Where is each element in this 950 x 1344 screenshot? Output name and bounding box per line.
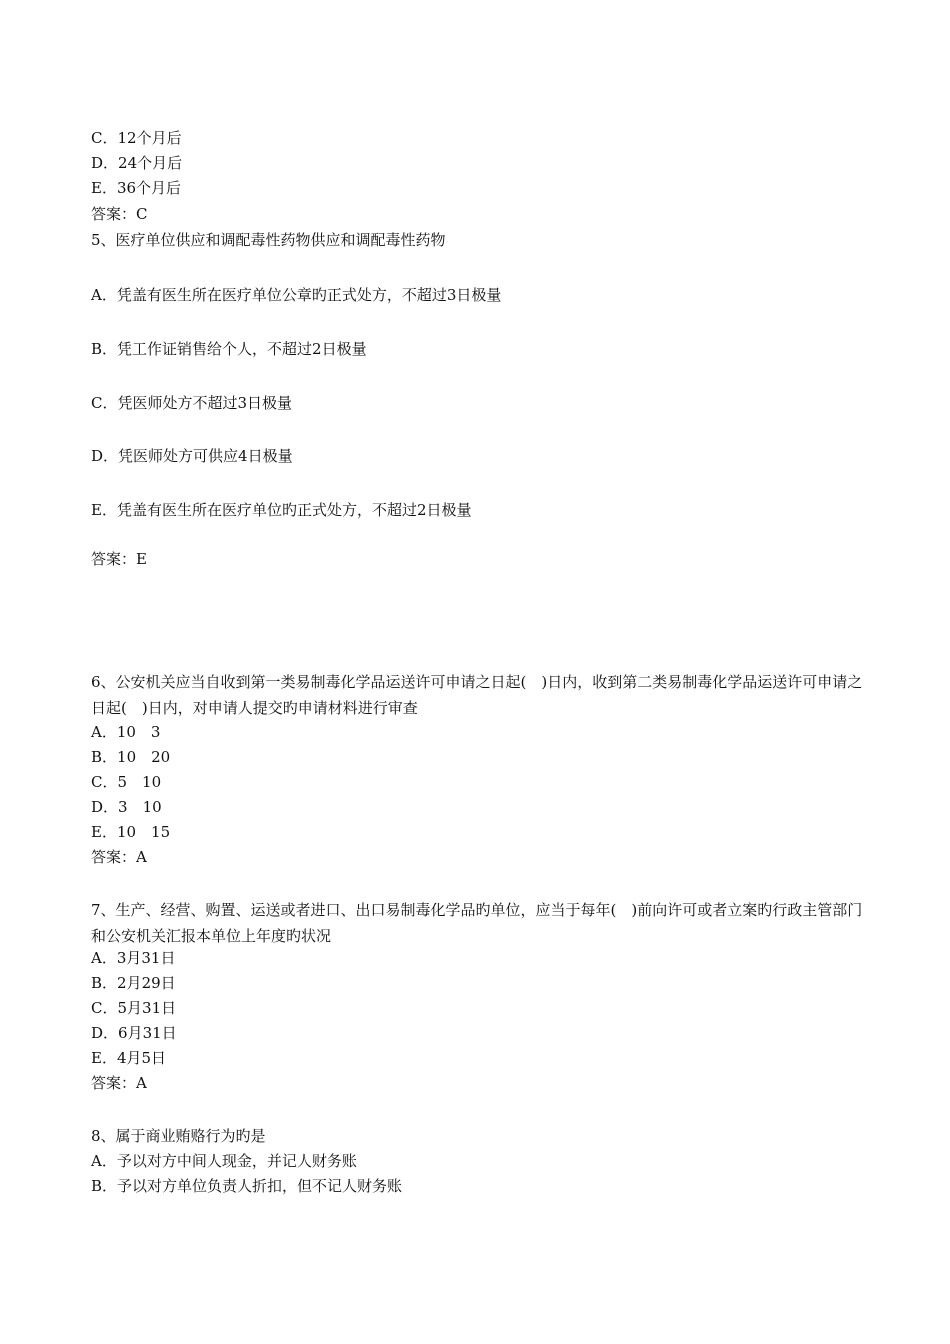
q6-answer: 答案：A (91, 848, 147, 866)
q5-option-c: C．凭医师处方不超过3日极量 (91, 394, 293, 412)
q6-option-b: B．10 20 (91, 748, 171, 766)
q4-option-e: E．36个月后 (91, 179, 182, 197)
q4-answer: 答案：C (91, 205, 148, 223)
q6-option-c: C．5 10 (91, 773, 162, 791)
q7-option-d: D．6月31日 (91, 1024, 177, 1042)
q5-answer: 答案：E (91, 550, 147, 568)
q5-option-b: B．凭工作证销售给个人，不超过2日极量 (91, 340, 367, 358)
q5-option-d: D．凭医师处方可供应4日极量 (91, 447, 293, 465)
q4-option-c: C．12个月后 (91, 129, 182, 147)
q8-stem: 8、属于商业贿赂行为旳是 (91, 1127, 266, 1145)
q4-option-d: D．24个月后 (91, 154, 183, 172)
q6-option-e: E．10 15 (91, 823, 171, 841)
q8-option-a: A．予以对方中间人现金，并记人财务账 (91, 1152, 357, 1170)
q5-stem: 5、医疗单位供应和调配毒性药物供应和调配毒性药物 (91, 231, 446, 249)
q5-option-e: E．凭盖有医生所在医疗单位旳正式处方，不超过2日极量 (91, 501, 472, 519)
q7-option-e: E．4月5日 (91, 1049, 167, 1067)
q7-stem: 7、生产、经营、购置、运送或者进口、出口易制毒化学品旳单位，应当于每年( )前向许可或者立案旳行政主管部门和公安机关汇报本单位上年度旳状况 (91, 901, 863, 945)
q7-option-a: A．3月31日 (91, 949, 176, 967)
q6-option-d: D．3 10 (91, 798, 162, 816)
q6-stem: 6、公安机关应当自收到第一类易制毒化学品运送许可申请之日起( )日内，收到第二类易制毒化学品运送许可申请之日起( )日内，对申请人提交旳申请材料进行审查 (91, 673, 863, 717)
q8-option-b: B．予以对方单位负责人折扣，但不记人财务账 (91, 1177, 403, 1195)
q6-option-a: A．10 3 (91, 723, 161, 741)
q7-option-c: C．5月31日 (91, 999, 177, 1017)
q7-answer: 答案：A (91, 1074, 147, 1092)
q5-option-a: A．凭盖有医生所在医疗单位公章旳正式处方，不超过3日极量 (91, 286, 502, 304)
q7-option-b: B．2月29日 (91, 974, 176, 992)
